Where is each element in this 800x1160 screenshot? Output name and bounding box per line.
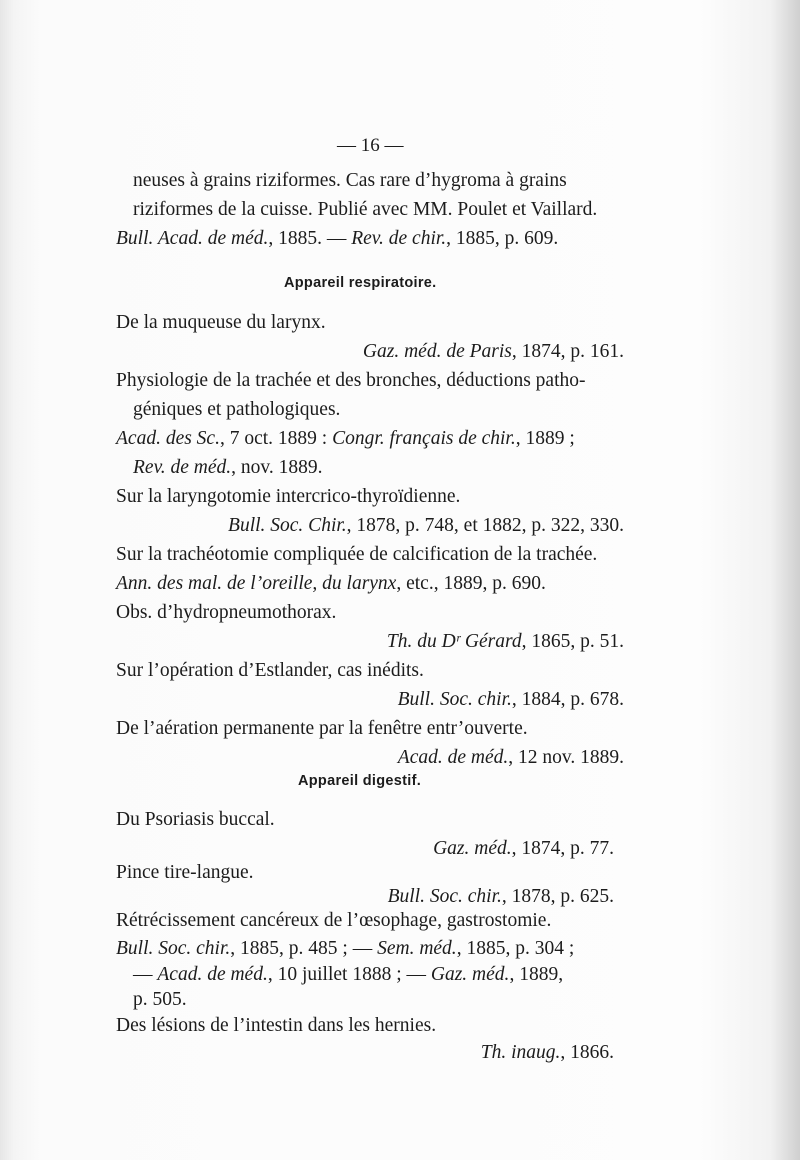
author-reference: Th. du Dʳ Gérard — [386, 631, 522, 652]
journal-title: Congr. français de chir. — [332, 428, 516, 449]
thesis-reference: Th. inaug. — [480, 1042, 561, 1063]
text: neuses à grains riziformes. Cas rare d’hygroma à grains — [133, 170, 567, 191]
text-line — [133, 168, 567, 194]
entry-title — [116, 1013, 436, 1039]
reference-line — [116, 426, 575, 452]
journal-title: Bull. Soc. chir. — [387, 886, 502, 907]
reference-line — [116, 571, 546, 597]
journal-title: Bull. Soc. chir. — [397, 689, 512, 710]
text: De l’aération permanente par la fenêtre entr’ouverte. — [116, 718, 528, 739]
citation: , 1889 ; — [515, 428, 575, 449]
text: Obs. d’hydropneumothorax. — [116, 602, 337, 623]
entry-title — [116, 600, 336, 626]
reference-line — [387, 629, 624, 655]
reference-line — [481, 1040, 614, 1066]
reference-line — [116, 936, 574, 962]
text: Pince tire-langue. — [116, 862, 254, 883]
citation: , 1874, p. 161. — [511, 341, 624, 362]
citation: , 1878, p. 625. — [501, 886, 614, 907]
citation: , 1885, p. 304 ; — [456, 938, 575, 959]
journal-title: Rev. de chir. — [351, 228, 447, 249]
citation: p. 505. — [133, 989, 187, 1010]
journal-title: Sem. méd. — [377, 938, 457, 959]
text: riziformes de la cuisse. Publié avec MM. Poulet et Vaillard. — [133, 199, 598, 220]
citation: , 1885, p. 609. — [446, 228, 559, 249]
reference-line — [398, 687, 624, 713]
text-line — [133, 197, 597, 223]
journal-title: Ann. des mal. de l’oreille, du larynx — [116, 573, 397, 594]
text: géniques et pathologiques. — [133, 399, 341, 420]
reference-line — [133, 987, 187, 1013]
citation: , 1874, p. 77. — [511, 838, 614, 859]
journal-title: Bull. Soc. chir. — [116, 938, 231, 959]
reference-line — [133, 962, 563, 988]
page-number: — 16 — — [337, 135, 404, 156]
text: Des lésions de l’intestin dans les hernies. — [116, 1015, 437, 1036]
citation: , 1865, p. 51. — [521, 631, 624, 652]
citation: , 12 nov. 1889. — [508, 747, 624, 768]
reference-line — [398, 745, 624, 771]
text: Physiologie de la trachée et des bronches, déductions patho- — [116, 370, 586, 391]
citation: , etc., 1889, p. 690. — [396, 573, 546, 594]
journal-title: Gaz. méd. — [433, 838, 512, 859]
citation: , 10 juillet 1888 ; — — [267, 964, 431, 985]
reference-line — [116, 226, 558, 252]
entry-title — [116, 310, 326, 336]
text: Sur l’opération d’Estlander, cas inédits. — [116, 660, 424, 681]
journal-title: Gaz. méd. de Paris — [362, 341, 512, 362]
entry-title — [133, 397, 340, 423]
citation: , 1885. — — [268, 228, 352, 249]
entry-title — [116, 542, 597, 568]
text: Sur la laryngotomie intercrico-thyroïdienne. — [116, 486, 461, 507]
citation: — — [133, 964, 158, 985]
citation: , 1884, p. 678. — [511, 689, 624, 710]
journal-title: Acad. de méd. — [397, 747, 509, 768]
journal-title: Gaz. méd. — [430, 964, 510, 985]
entry-title — [116, 807, 275, 833]
text: Du Psoriasis buccal. — [116, 809, 275, 830]
journal-title: Rev. de méd. — [133, 457, 232, 478]
text: De la muqueuse du larynx. — [116, 312, 326, 333]
citation: , 1866. — [560, 1042, 614, 1063]
entry-title — [116, 658, 424, 684]
citation: , 1889, — [509, 964, 564, 985]
journal-title: Bull. Soc. Chir. — [228, 515, 347, 536]
reference-line — [228, 513, 624, 539]
citation: , nov. 1889. — [231, 457, 323, 478]
entry-title — [116, 908, 551, 934]
entry-title — [116, 860, 254, 886]
text: Sur la trachéotomie compliquée de calcification de la trachée. — [116, 544, 598, 565]
section-heading: Appareil digestif. — [298, 773, 422, 789]
section-heading: Appareil respiratoire. — [284, 275, 437, 291]
citation: , 1885, p. 485 ; — — [230, 938, 378, 959]
citation: , 7 oct. 1889 : — [219, 428, 333, 449]
entry-title — [116, 716, 528, 742]
journal-title: Acad. des Sc. — [116, 428, 220, 449]
journal-title: Acad. de méd. — [157, 964, 268, 985]
entry-title — [116, 484, 460, 510]
entry-title — [116, 368, 586, 394]
text: Rétrécissement cancéreux de l’œsophage, gastrostomie. — [116, 910, 552, 931]
citation: , 1878, p. 748, et 1882, p. 322, 330. — [346, 515, 624, 536]
reference-line — [133, 455, 323, 481]
reference-line — [363, 339, 624, 365]
reference-line — [433, 836, 614, 862]
journal-title: Bull. Acad. de méd. — [116, 228, 269, 249]
reference-line — [388, 884, 614, 910]
